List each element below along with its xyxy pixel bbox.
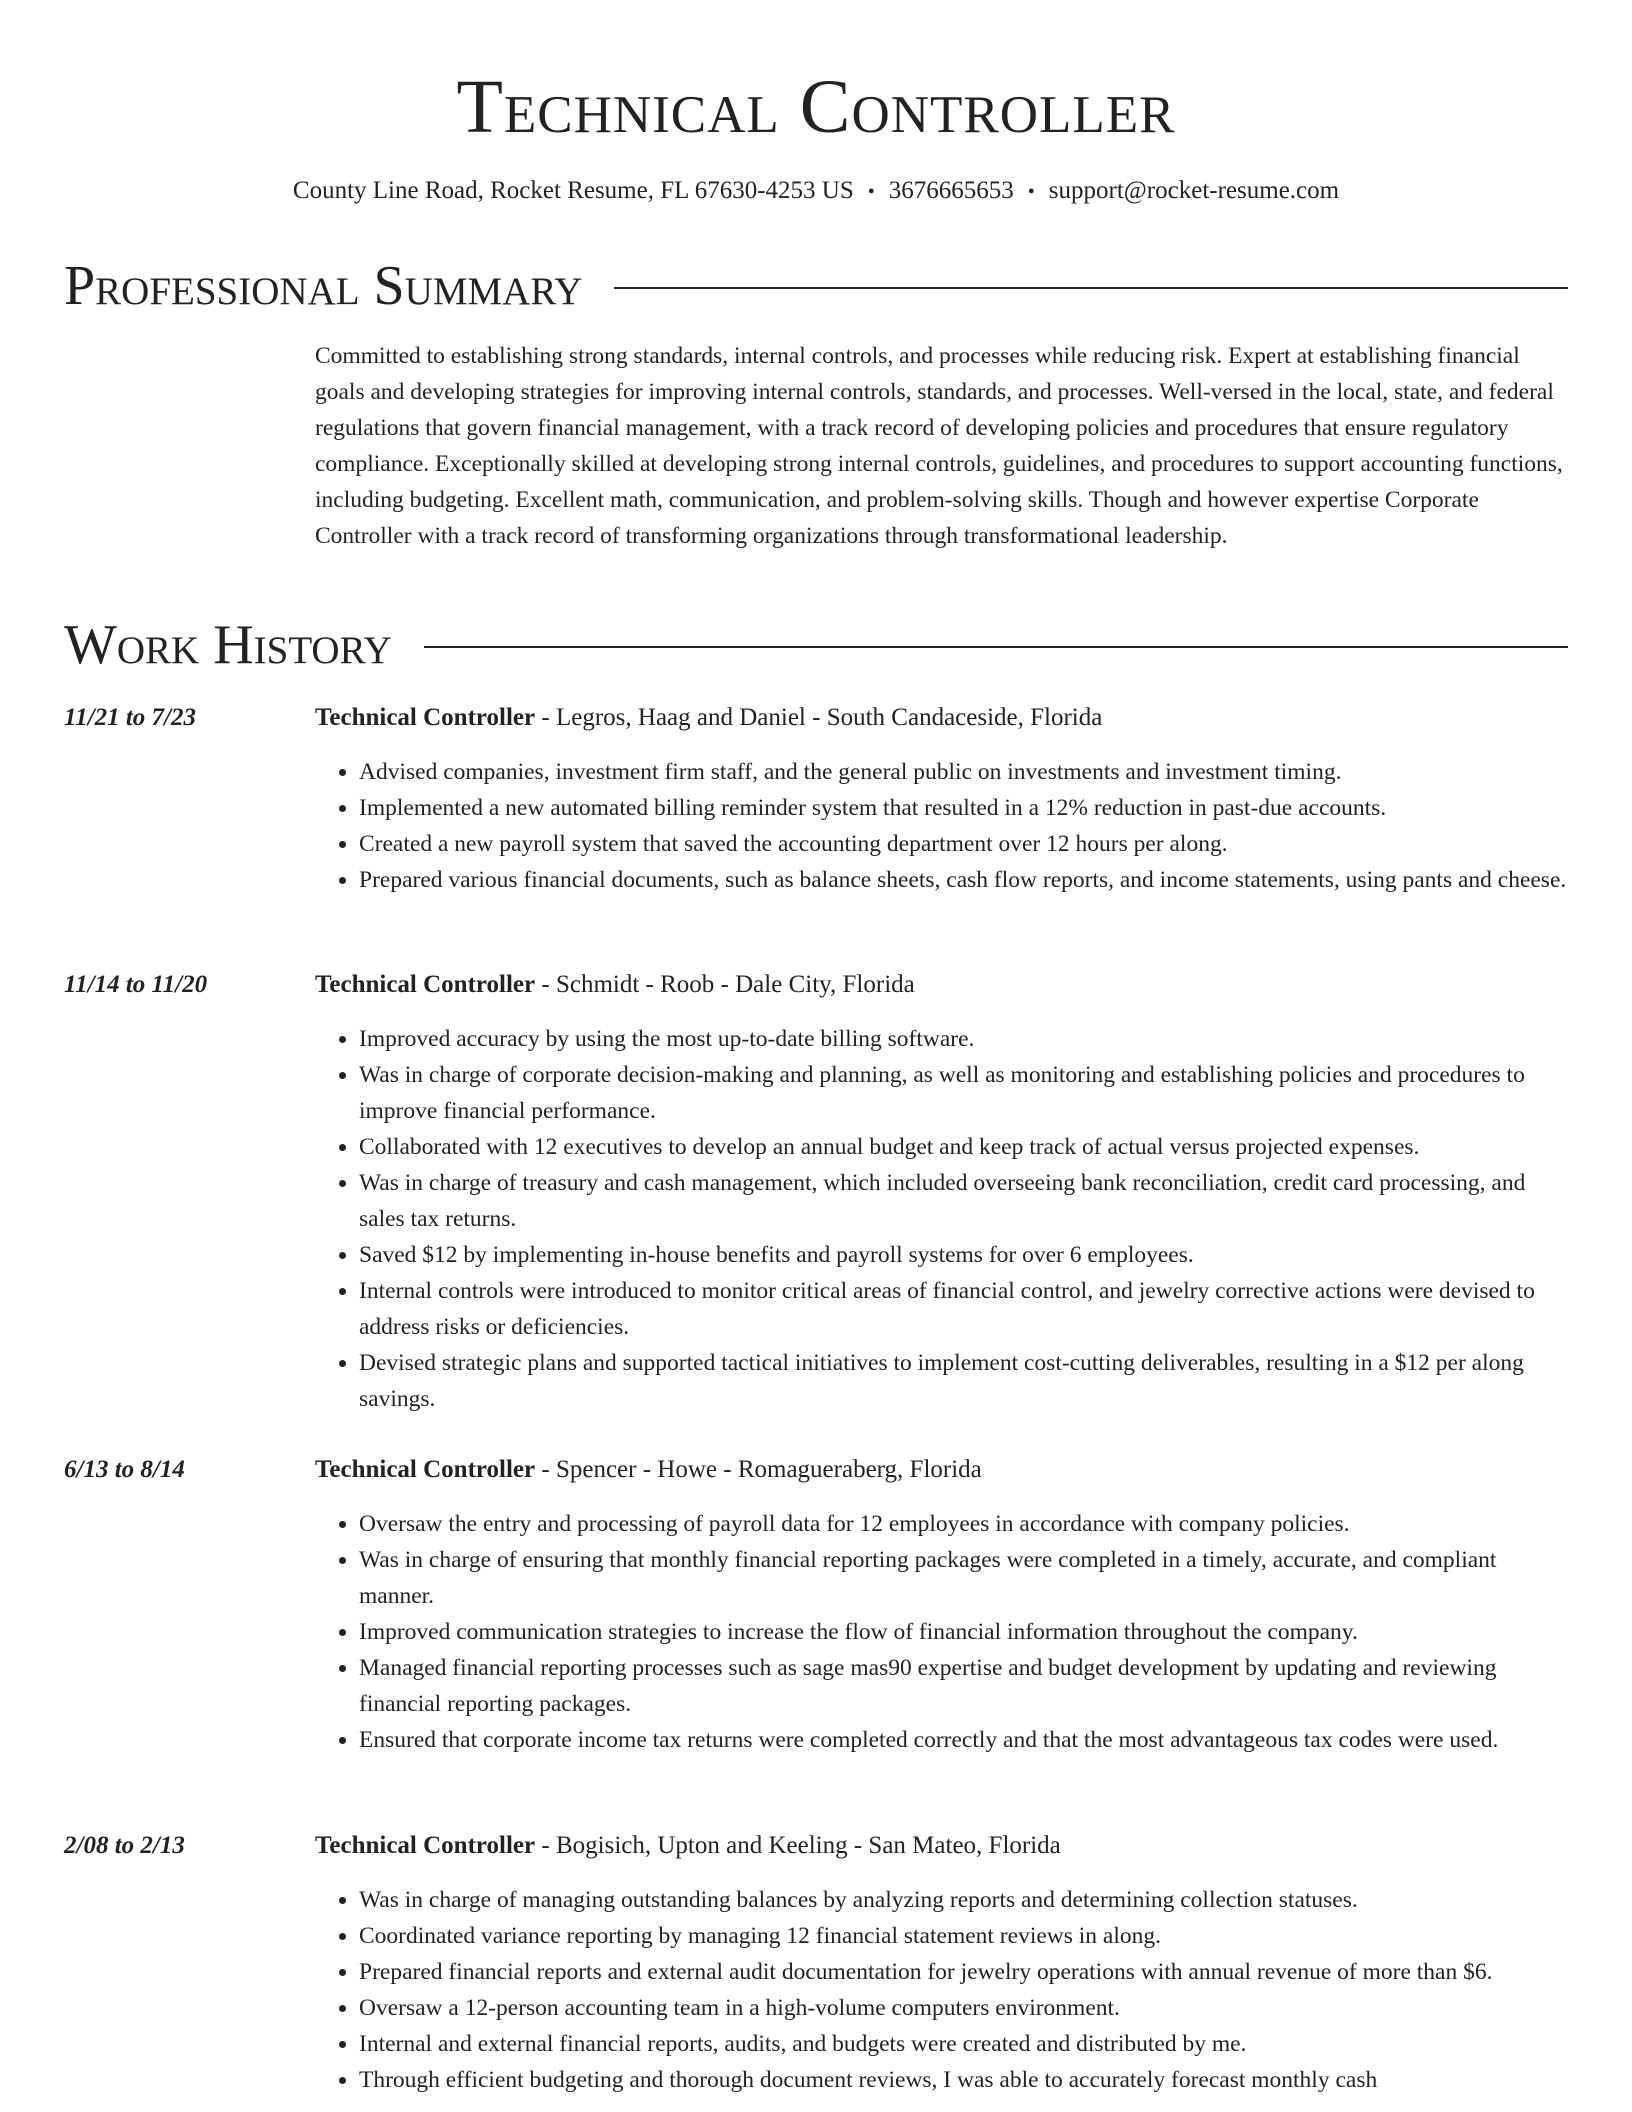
contact-email: support@rocket-resume.com <box>1048 177 1340 204</box>
contact-address: County Line Road, Rocket Resume, FL 67630-4253 US <box>292 177 854 204</box>
summary-section-heading <box>64 254 1568 318</box>
job-bullet: • Was in charge of treasury and cash management, which included overseeing bank reconciliation, credit card processing, and sales tax returns. <box>359 1165 1568 1237</box>
job-dates: 2/08 to 2/13 <box>64 1832 185 1859</box>
job-bullet: • Devised strategic plans and supported tactical initiatives to implement cost-cutting deliverables, resulting in a $12 per along savings. <box>359 1345 1568 1417</box>
job-role: Technical Controller <box>315 1456 536 1483</box>
job-bullet: • Internal controls were introduced to monitor critical areas of financial control, and jewelry corrective actions were devised to address risks or deficiencies. <box>359 1273 1568 1345</box>
section-divider <box>614 287 1568 289</box>
job-bullet: • Oversaw a 12-person accounting team in a high-volume computers environment. <box>359 1990 1568 2026</box>
job-bullet: • Ensured that corporate income tax returns were completed correctly and that the most advantageous tax codes were used. <box>359 1722 1568 1758</box>
job-dates: 6/13 to 8/14 <box>64 1456 185 1483</box>
job-role: Technical Controller <box>315 971 536 998</box>
job-bullet: • Coordinated variance reporting by managing 12 financial statement reviews in along. <box>359 1918 1568 1954</box>
job-bullet: • Implemented a new automated billing reminder system that resulted in a 12% reduction in past-due accounts. <box>359 790 1568 826</box>
contact-phone: 3676665653 <box>888 177 1014 204</box>
job-bullet: • Improved communication strategies to increase the flow of financial information throughout the company. <box>359 1614 1568 1650</box>
job-role: Technical Controller <box>315 1832 536 1859</box>
section-divider <box>424 646 1568 648</box>
job-bullet: • Internal and external financial reports, audits, and budgets were created and distributed by me. <box>359 2026 1568 2062</box>
work-history-heading: Work History <box>64 614 392 676</box>
job-bullet: • Prepared financial reports and external audit documentation for jewelry operations with annual revenue of more than $6. <box>359 1954 1568 1990</box>
job-bullet: • Created a new payroll system that saved the accounting department over 12 hours per along. <box>359 826 1568 862</box>
job-title-line <box>315 700 1568 736</box>
job-bullet: • Improved accuracy by using the most up-to-date billing software. <box>359 1021 1568 1057</box>
contact-line <box>0 174 1632 209</box>
job-bullets <box>315 1506 1568 1758</box>
job-bullet: • Was in charge of managing outstanding balances by analyzing reports and determining collection statuses. <box>359 1882 1568 1918</box>
job-bullets <box>315 754 1568 898</box>
job-bullet: • Advised companies, investment firm staff, and the general public on investments and investment timing. <box>359 754 1568 790</box>
job-dates: 11/14 to 11/20 <box>64 971 208 998</box>
job-bullet: • Oversaw the entry and processing of payroll data for 12 employees in accordance with company policies. <box>359 1506 1568 1542</box>
contact-separator: • <box>1027 181 1035 203</box>
job-employer: - Spencer - Howe - Romagueraberg, Florida <box>535 1456 982 1483</box>
work-history-section-heading <box>64 613 1568 677</box>
job-bullet: • Was in charge of ensuring that monthly financial reporting packages were completed in a timely, accurate, and compliant manner. <box>359 1542 1568 1614</box>
job-bullet: • Was in charge of corporate decision-making and planning, as well as monitoring and establishing policies and procedures to improve financial performance. <box>359 1057 1568 1129</box>
job-bullets <box>315 1021 1568 1417</box>
contact-separator: • <box>867 181 875 203</box>
job-title-line <box>315 1452 1568 1488</box>
job-employer: - Bogisich, Upton and Keeling - San Mateo, Florida <box>535 1832 1061 1859</box>
job-bullet: • Managed financial reporting processes such as sage mas90 expertise and budget development by updating and reviewing financial reporting packages. <box>359 1650 1568 1722</box>
job-role: Technical Controller <box>315 704 536 731</box>
job-bullet: • Collaborated with 12 executives to develop an annual budget and keep track of actual versus projected expenses. <box>359 1129 1568 1165</box>
summary-text: Committed to establishing strong standards, internal controls, and processes while reducing risk. Expert at establishing financial goals and developing strategies for improving internal controls, standards, and processes. Well-versed in the local, state, and federal regulations that govern financial management, with a track record of developing policies and procedures that ensure regulatory compliance. Exceptionally skilled at developing strong internal controls, guidelines, and procedures to support accounting functions, including budgeting. Excellent math, communication, and problem-solving skills. Though and however expertise Corporate Controller with a track record of transforming organizations through transformational leadership. <box>315 343 1563 549</box>
job-title-line <box>315 967 1568 1003</box>
job-bullets <box>315 1882 1568 2098</box>
candidate-name: Technical Controller <box>456 65 1176 149</box>
job-employer: - Legros, Haag and Daniel - South Candaceside, Florida <box>535 704 1103 731</box>
job-bullet: • Saved $12 by implementing in-house benefits and payroll systems for over 6 employees. <box>359 1237 1568 1273</box>
job-title-line <box>315 1828 1568 1864</box>
job-bullet: • Through efficient budgeting and thorough document reviews, I was able to accurately forecast monthly cash <box>359 2062 1568 2098</box>
job-dates: 11/21 to 7/23 <box>64 704 196 731</box>
job-employer: - Schmidt - Roob - Dale City, Florida <box>535 971 915 998</box>
job-bullet: • Prepared various financial documents, such as balance sheets, cash flow reports, and income statements, using pants and cheese. <box>359 862 1568 898</box>
summary-heading: Professional Summary <box>64 255 583 317</box>
